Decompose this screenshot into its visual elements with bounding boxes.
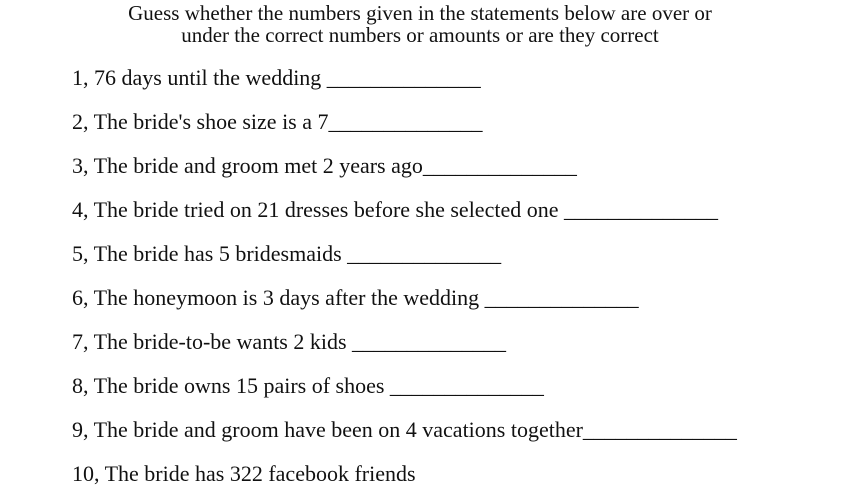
question-list [72,64,737,504]
question-6: 6, The honeymoon is 3 days after the wedding ______________ [72,285,639,310]
instructions-line-1: Guess whether the numbers given in the statements below are over or [128,1,712,25]
question-5: 5, The bride has 5 bridesmaids ______________ [72,241,502,266]
question-2: 2, The bride's shoe size is a 7______________ [72,109,483,134]
instructions [0,2,840,46]
question-1: 1, 76 days until the wedding ______________ [72,65,481,90]
question-4: 4, The bride tried on 21 dresses before she selected one ______________ [72,197,718,222]
question-7: 7, The bride-to-be wants 2 kids ______________ [72,329,507,354]
question-9: 9, The bride and groom have been on 4 vacations together______________ [72,417,737,442]
question-3: 3, The bride and groom met 2 years ago______________ [72,153,577,178]
question-10: 10, The bride has 322 facebook friends [72,461,416,486]
question-8: 8, The bride owns 15 pairs of shoes ______________ [72,373,544,398]
instructions-line-2: under the correct numbers or amounts or are they correct [181,23,659,47]
